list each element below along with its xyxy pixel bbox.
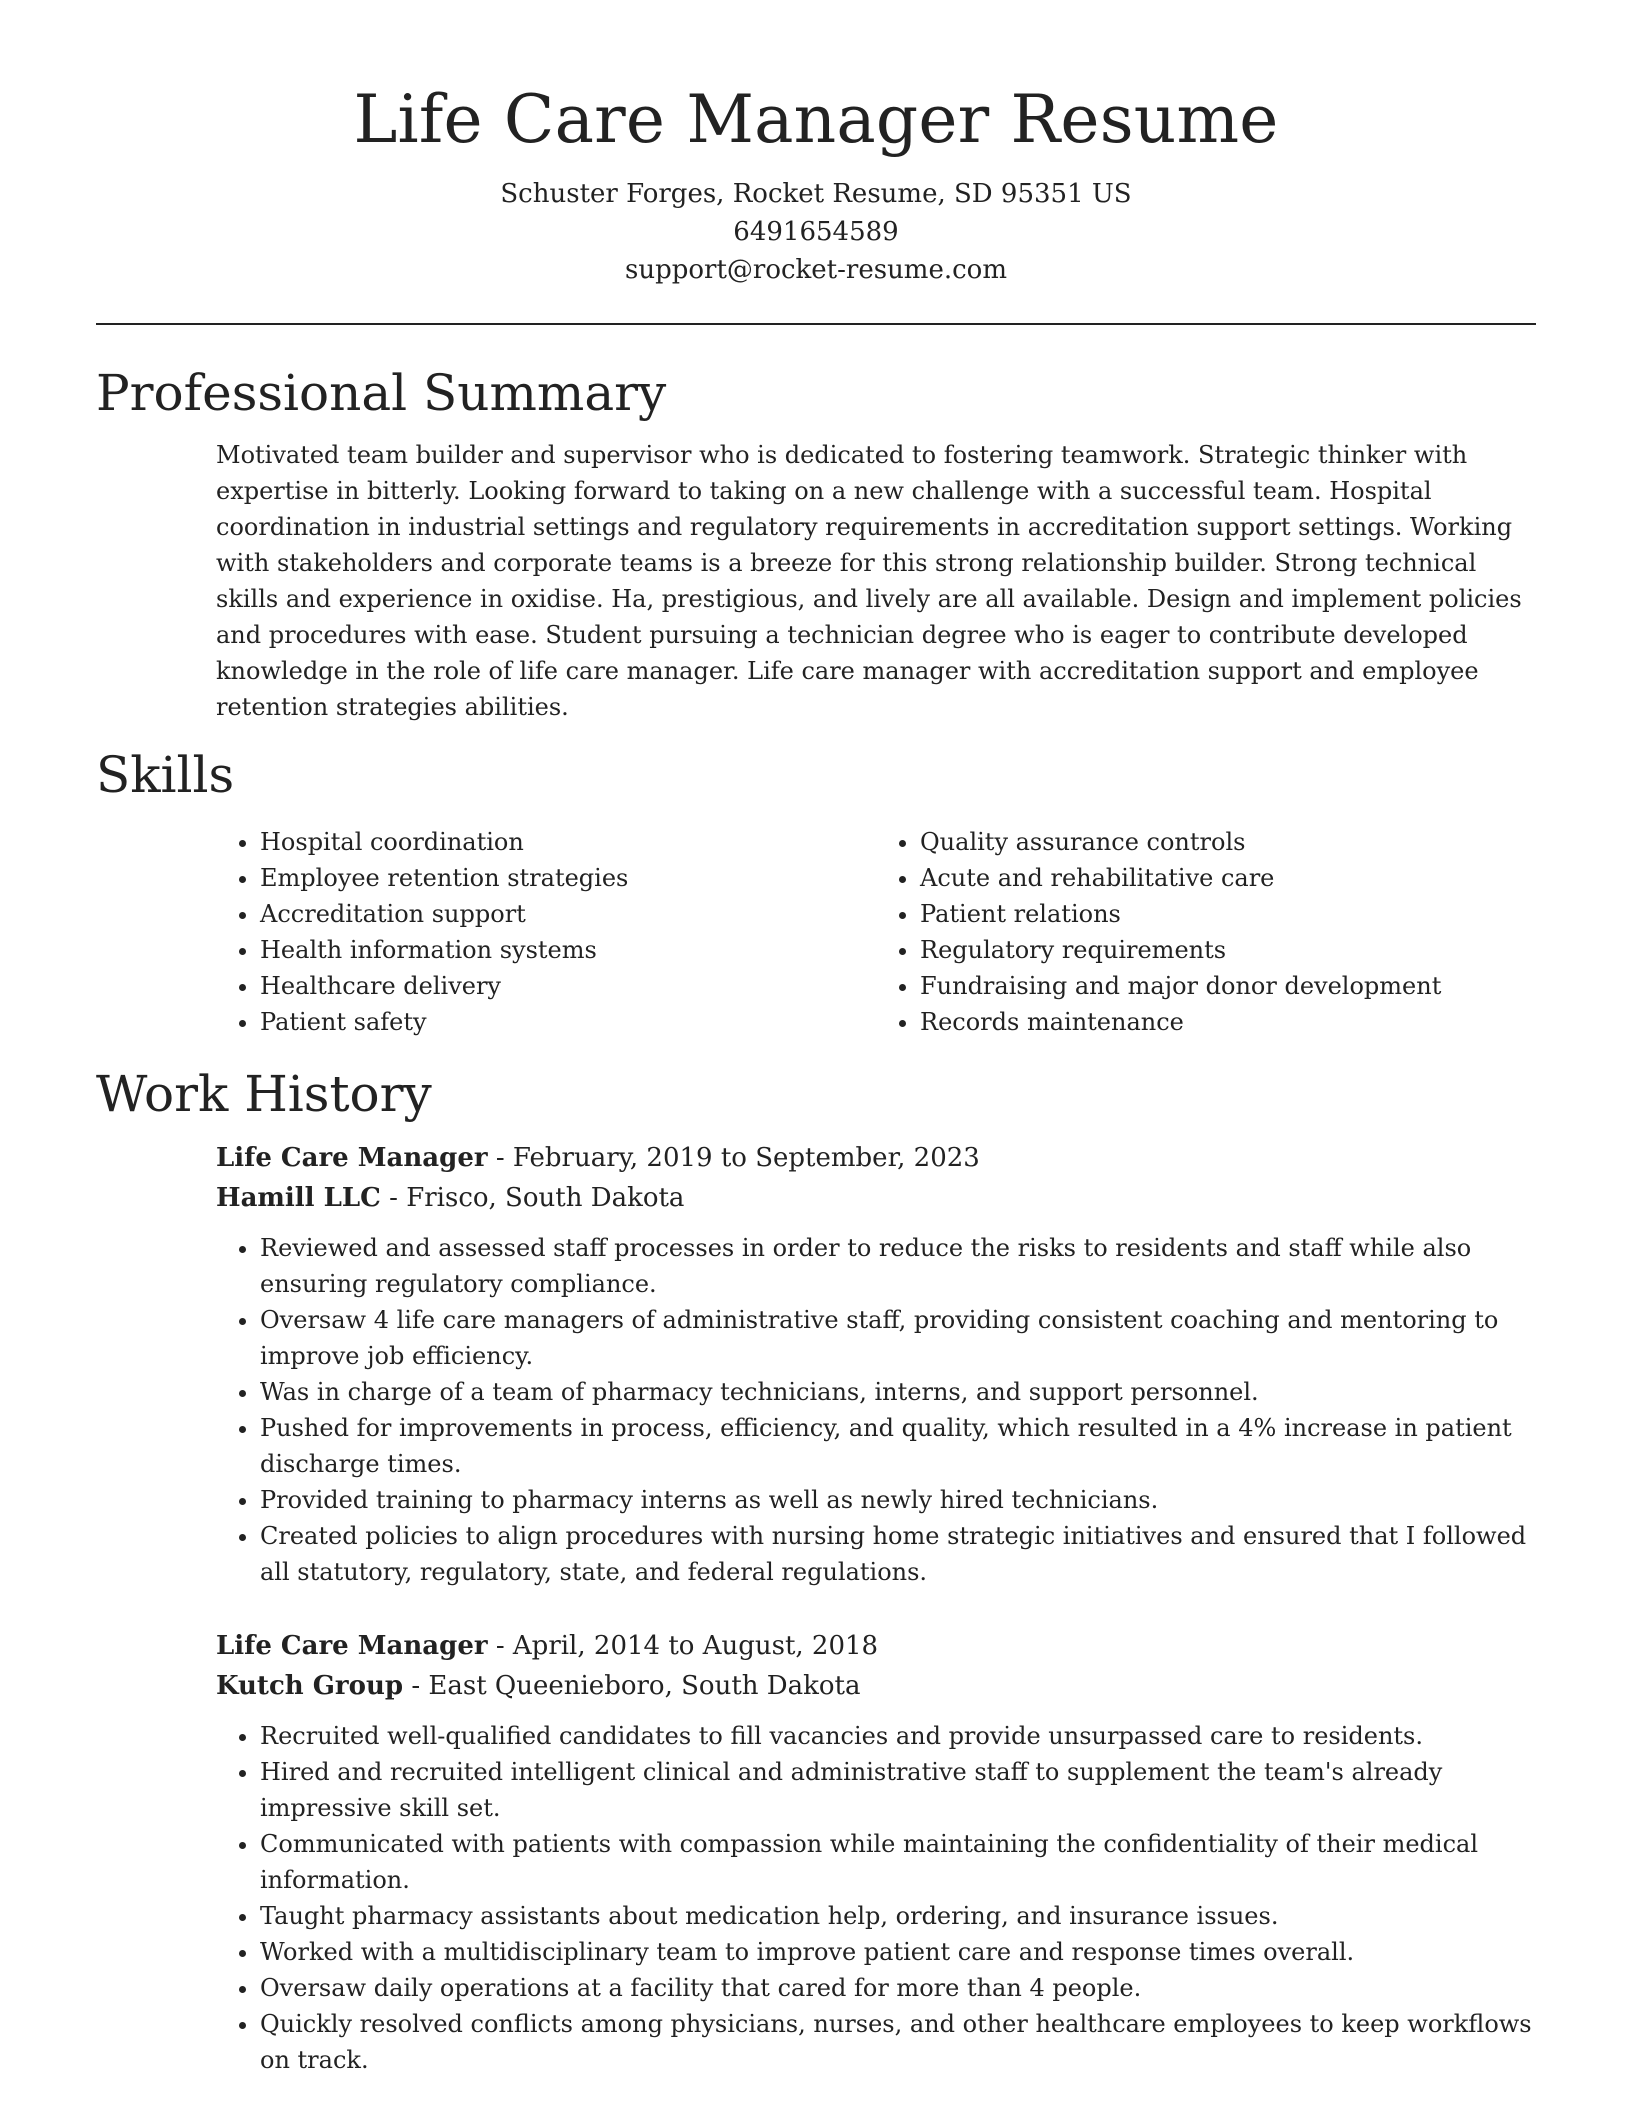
job-location: - East Queenieboro, South Dakota	[403, 1670, 861, 1701]
job-bullet: • Recruited well-qualified candidates to fill vacancies and provide unsurpassed care to residents.	[260, 1718, 1536, 1754]
skill-item: • Accreditation support	[260, 896, 876, 932]
job-bullet: • Quickly resolved conflicts among physicians, nurses, and other healthcare employees to keep workflows on track.	[260, 2006, 1536, 2078]
job-title-line	[216, 1626, 1536, 1666]
skill-item: • Records maintenance	[920, 1004, 1536, 1040]
contact-block	[96, 175, 1536, 289]
contact-phone: 6491654589	[733, 217, 899, 248]
skill-item: • Patient safety	[260, 1004, 876, 1040]
job-bullet: • Taught pharmacy assistants about medication help, ordering, and insurance issues.	[260, 1898, 1536, 1934]
job-bullet: • Reviewed and assessed staff processes in order to reduce the risks to residents and staff while also ensuring regulatory compliance.	[260, 1230, 1536, 1302]
skills-column-left	[216, 824, 876, 1040]
summary-text: Motivated team builder and supervisor who is dedicated to fostering teamwork. Strategic thinker with expertise in bitterly. Looking forward to taking on a new challenge with a successful team. Hospital coordination in industrial settings and regulatory requirements in accreditation support settings. Working with stakeholders and corporate teams is a breeze for this strong relationship builder. Strong technical skills and experience in oxidise. Ha, prestigious, and lively are all available. Design and implement policies and procedures with ease. Student pursuing a technician degree who is eager to contribute developed knowledge in the role of life care manager. Life care manager with accreditation support and employee retention strategies abilities.	[216, 440, 1522, 721]
job-dates: - April, 2014 to August, 2018	[487, 1630, 879, 1661]
skills-heading: Skills	[96, 745, 235, 804]
work-history-heading: Work History	[96, 1065, 432, 1124]
job-company-line	[216, 1666, 1536, 1706]
skill-item: • Quality assurance controls	[920, 824, 1536, 860]
job-bullet: • Provided training to pharmacy interns as well as newly hired technicians.	[260, 1482, 1536, 1518]
skills-list	[216, 824, 1536, 1040]
resume-header	[96, 80, 1536, 289]
job-company: Kutch Group	[216, 1670, 404, 1701]
job-bullets	[216, 1718, 1536, 2078]
job-bullet: • Oversaw daily operations at a facility that cared for more than 4 people.	[260, 1970, 1536, 2006]
job-company-line	[216, 1178, 1536, 1218]
job-title-line	[216, 1138, 1536, 1178]
job-bullet: • Oversaw 4 life care managers of administrative staff, providing consistent coaching and mentoring to improve job efficiency.	[260, 1302, 1536, 1374]
job-bullet: • Created policies to align procedures with nursing home strategic initiatives and ensured that I followed all statutory, regulatory, state, and federal regulations.	[260, 1518, 1536, 1590]
header-divider	[96, 323, 1536, 325]
job-title: Life Care Manager	[216, 1630, 488, 1661]
job-dates: - February, 2019 to September, 2023	[487, 1142, 980, 1173]
summary-heading: Professional Summary	[96, 364, 667, 423]
job-title: Life Care Manager	[216, 1142, 488, 1173]
contact-email: support@rocket-resume.com	[624, 255, 1007, 286]
skill-item: • Regulatory requirements	[920, 932, 1536, 968]
job-entry	[216, 1626, 1536, 2078]
skill-item: • Employee retention strategies	[260, 860, 876, 896]
job-bullet: • Hired and recruited intelligent clinical and administrative staff to supplement the team's already impressive skill set.	[260, 1754, 1536, 1826]
skill-item: • Patient relations	[920, 896, 1536, 932]
job-bullet: • Worked with a multidisciplinary team to improve patient care and response times overall.	[260, 1934, 1536, 1970]
page-title: Life Care Manager Resume	[353, 81, 1279, 158]
skill-item: • Health information systems	[260, 932, 876, 968]
job-location: - Frisco, South Dakota	[380, 1182, 685, 1213]
skill-item: • Acute and rehabilitative care	[920, 860, 1536, 896]
job-bullet: • Pushed for improvements in process, efficiency, and quality, which resulted in a 4% increase in patient discharge times.	[260, 1410, 1536, 1482]
job-bullet: • Was in charge of a team of pharmacy technicians, interns, and support personnel.	[260, 1374, 1536, 1410]
skill-item: • Hospital coordination	[260, 824, 876, 860]
job-bullets	[216, 1230, 1536, 1590]
skill-item: • Fundraising and major donor development	[920, 968, 1536, 1004]
job-bullet: • Communicated with patients with compassion while maintaining the confidentiality of their medical information.	[260, 1826, 1536, 1898]
contact-address: Schuster Forges, Rocket Resume, SD 95351 US	[500, 179, 1132, 210]
skills-column-right	[876, 824, 1536, 1040]
job-entry	[216, 1138, 1536, 1590]
job-company: Hamill LLC	[216, 1182, 381, 1213]
skill-item: • Healthcare delivery	[260, 968, 876, 1004]
